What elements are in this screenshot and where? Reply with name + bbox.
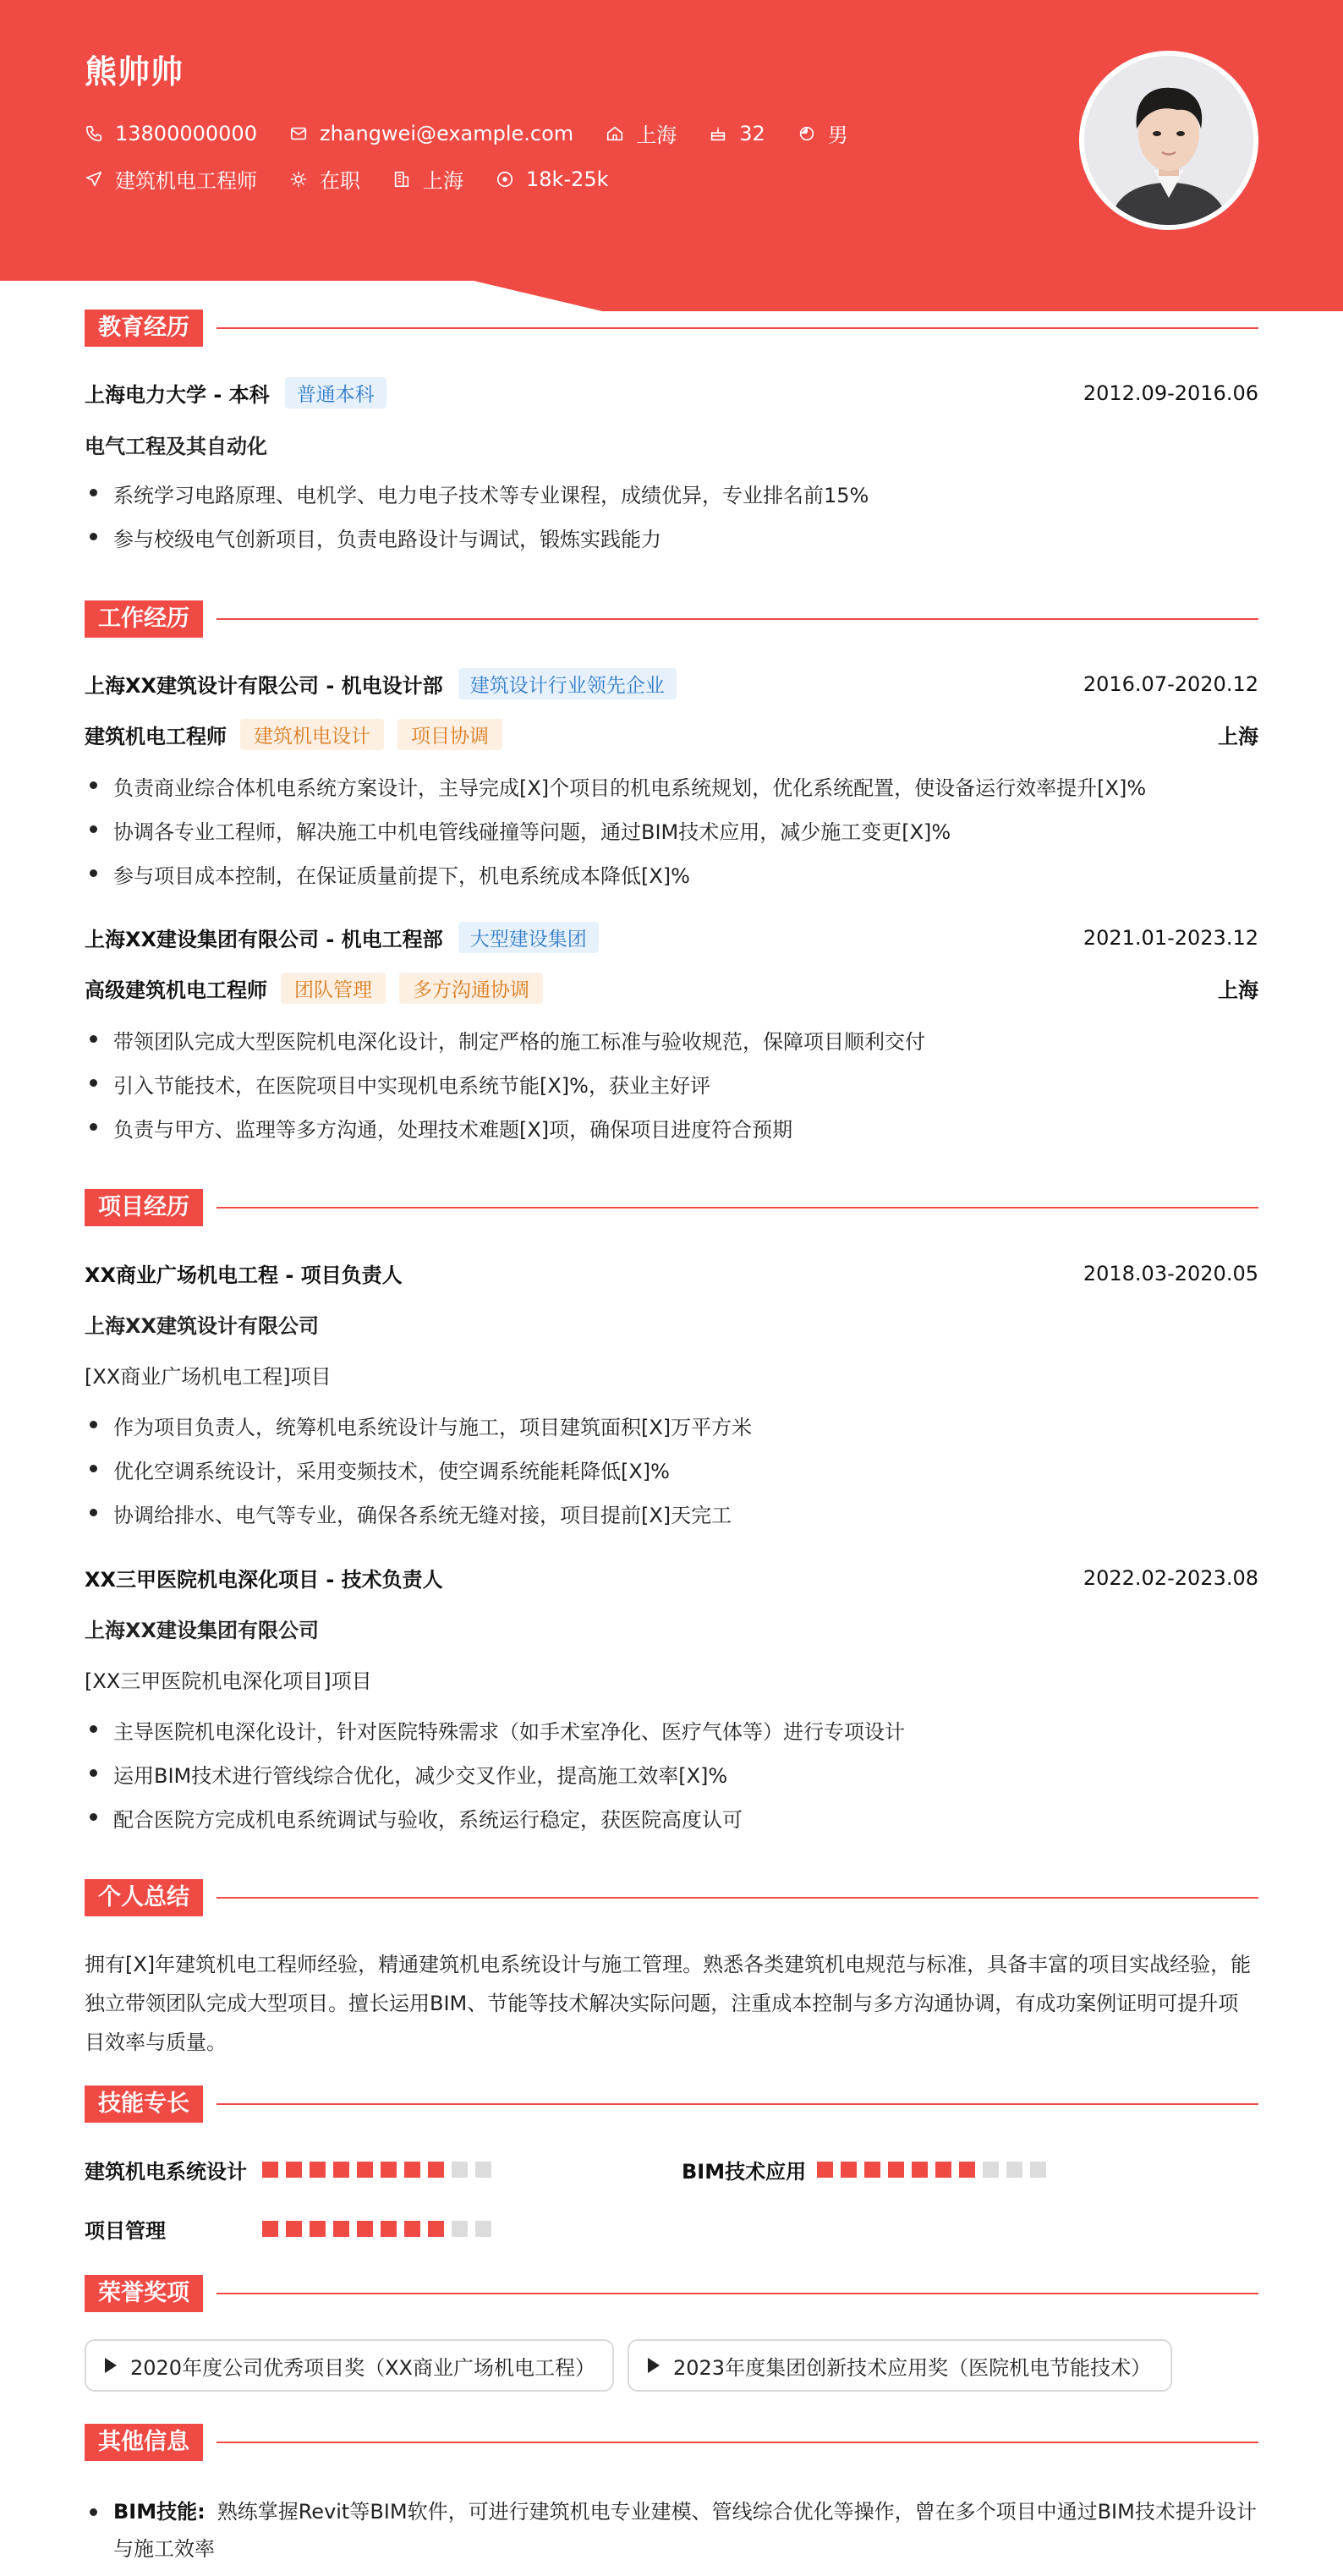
section-label: 技能专长 [85, 2085, 203, 2123]
hometown-value: 上海 [636, 123, 677, 147]
salary-item [496, 167, 609, 191]
company-name: 上海XX建设集团有限公司 - 机电工程部 [85, 928, 443, 951]
skill-level-filled [333, 2221, 349, 2237]
skill-level-filled [286, 2162, 302, 2178]
section-divider [217, 327, 1258, 329]
work-date: 2021.01-2023.12 [1083, 925, 1258, 950]
role-tag: 多方沟通协调 [399, 973, 543, 1004]
city-value: 上海 [423, 169, 463, 193]
skill-level-bar [262, 2162, 499, 2178]
city-item [392, 164, 463, 194]
job-role: 高级建筑机电工程师 [85, 978, 267, 1002]
list-item: 负责与甲方、监理等多方沟通，处理技术难题[X]项，确保项目进度符合预期 [85, 1113, 1258, 1143]
project-header [85, 1563, 1258, 1592]
skill-level-empty [452, 2221, 468, 2237]
skill-level-filled [381, 2221, 397, 2237]
section-label: 荣誉奖项 [85, 2275, 203, 2312]
skill-level-empty [475, 2162, 491, 2178]
project-date: 2022.02-2023.08 [1083, 1565, 1258, 1590]
phone-icon [85, 124, 103, 143]
award-text: 2020年度公司优秀项目奖（XX商业广场机电工程） [130, 2355, 595, 2380]
home-icon [606, 124, 624, 143]
skill-level-filled [404, 2221, 420, 2237]
position-item [85, 164, 257, 194]
skill-level-filled [262, 2162, 278, 2178]
skill-level-filled [310, 2221, 326, 2237]
school-name: 上海电力大学 - 本科 [85, 383, 270, 407]
hometown-item [606, 118, 677, 148]
list-item: 引入节能技术，在医院项目中实现机电系统节能[X]%，获业主好评 [85, 1069, 1258, 1099]
list-item: 作为项目负责人，统筹机电系统设计与施工，项目建筑面积[X]万平方米 [85, 1411, 1258, 1440]
skill-level-empty [983, 2162, 999, 2178]
project-header [85, 1258, 1258, 1288]
phone-value: 13800000000 [115, 121, 257, 145]
status-value: 在职 [320, 169, 360, 193]
section-project [85, 1189, 1258, 1226]
send-icon [85, 170, 103, 189]
skill-level-empty [1006, 2162, 1022, 2178]
skill-level-bar [817, 2162, 1054, 2178]
skill-item [85, 2214, 499, 2244]
skill-level-empty [475, 2221, 491, 2237]
role-tag: 建筑机电设计 [240, 719, 384, 750]
section-divider [217, 618, 1258, 620]
education-header [85, 377, 1258, 408]
section-label: 工作经历 [85, 600, 203, 638]
company-tag: 建筑设计行业领先企业 [458, 668, 677, 699]
cake-icon [709, 124, 727, 143]
list-item: 带领团队完成大型医院机电深化设计，制定严格的施工标准与验收规范，保障项目顺利交付 [85, 1025, 1258, 1055]
project-company: 上海XX建筑设计有限公司 [85, 1314, 320, 1338]
project-title: XX三甲医院机电深化项目 - 技术负责人 [85, 1568, 443, 1592]
skill-level-filled [912, 2162, 928, 2178]
skill-name: 项目管理 [85, 2219, 166, 2243]
role-tag: 团队管理 [281, 973, 386, 1004]
skill-name: 建筑机电系统设计 [85, 2160, 247, 2184]
project-name: [XX三甲医院机电深化项目]项目 [85, 1669, 372, 1693]
section-skills [85, 2085, 1258, 2123]
list-item: 参与校级电气创新项目，负责电路设计与调试，锻炼实践能力 [85, 523, 1258, 552]
job-intent-row [85, 164, 641, 194]
work-role-row [85, 719, 1258, 750]
list-item: 系统学习电路原理、电机学、电力电子技术等专业课程，成绩优异，专业排名前15% [85, 479, 1258, 508]
work-header [85, 922, 1258, 953]
gender-icon [798, 124, 816, 143]
skill-level-filled [333, 2162, 349, 2178]
award-text: 2023年度集团创新技术应用奖（医院机电节能技术） [673, 2355, 1152, 2380]
triangle-icon [648, 2358, 660, 2373]
section-divider [217, 2103, 1258, 2105]
section-label: 其他信息 [85, 2424, 203, 2461]
skill-level-filled [357, 2221, 373, 2237]
award-item [85, 2339, 614, 2392]
skill-level-bar [262, 2221, 499, 2237]
skill-level-filled [357, 2162, 373, 2178]
resume-header [0, 0, 1343, 313]
avatar-portrait [1084, 56, 1253, 225]
section-divider [217, 2293, 1258, 2294]
email-value: zhangwei@example.com [319, 121, 574, 145]
skill-level-filled [817, 2162, 833, 2178]
section-label: 教育经历 [85, 310, 203, 347]
project-name: [XX商业广场机电工程]项目 [85, 1365, 332, 1389]
company-tag: 大型建设集团 [458, 922, 599, 953]
email-icon [289, 124, 308, 143]
list-item: 主导医院机电深化设计，针对医院特殊需求（如手术室净化、医疗气体等）进行专项设计 [85, 1715, 1258, 1745]
skill-level-filled [888, 2162, 904, 2178]
work-header [85, 668, 1258, 699]
section-education [85, 310, 1258, 347]
award-item [628, 2339, 1172, 2392]
company-name: 上海XX建筑设计有限公司 - 机电设计部 [85, 674, 443, 698]
project-title: XX商业广场机电工程 - 项目负责人 [85, 1263, 403, 1287]
list-item: 优化空调系统设计，采用变频技术，使空调系统能耗降低[X]% [85, 1455, 1258, 1484]
major: 电气工程及其自动化 [85, 435, 267, 458]
status-item [289, 164, 360, 194]
skill-level-filled [381, 2162, 397, 2178]
email-item [289, 122, 573, 145]
role-tag: 项目协调 [397, 719, 502, 750]
phone-item [85, 122, 257, 145]
contact-row [85, 118, 880, 148]
section-honors [85, 2275, 1258, 2312]
skill-level-filled [959, 2162, 975, 2178]
salary-icon [496, 170, 514, 189]
list-item: 负责商业综合体机电系统方案设计，主导完成[X]个项目的机电系统规划，优化系统配置，使设备运行效率提升[X]% [85, 771, 1258, 801]
skill-level-filled [262, 2221, 278, 2237]
skill-level-filled [404, 2162, 420, 2178]
list-item: 协调各专业工程师，解决施工中机电管线碰撞等问题，通过BIM技术应用，减少施工变更[X]% [85, 815, 1258, 845]
status-icon [289, 170, 308, 189]
skill-name: BIM技术应用 [682, 2160, 807, 2184]
skill-item [682, 2155, 1054, 2184]
work-location: 上海 [1218, 978, 1258, 1002]
section-divider [217, 1207, 1258, 1209]
building-icon [392, 170, 411, 189]
skill-level-filled [286, 2221, 302, 2237]
skill-level-empty [452, 2162, 468, 2178]
salary-value: 18k-25k [526, 167, 609, 191]
work-location: 上海 [1218, 725, 1258, 748]
school-tag: 普通本科 [285, 377, 386, 408]
gender-item [798, 118, 848, 148]
list-item: 运用BIM技术进行管线综合优化，减少交叉作业，提高施工效率[X]% [85, 1759, 1258, 1789]
list-item: 配合医院方完成机电系统调试与验收，系统运行稳定，获医院高度认可 [85, 1803, 1258, 1833]
other-info-label: BIM技能: [113, 2500, 206, 2524]
gender-value: 男 [827, 123, 848, 147]
candidate-name: 熊帅帅 [85, 53, 184, 90]
work-role-row [85, 973, 1258, 1004]
age-item [709, 122, 765, 145]
other-info-item [85, 2493, 1258, 2568]
project-company: 上海XX建设集团有限公司 [85, 1619, 320, 1642]
section-work [85, 600, 1258, 638]
skill-level-filled [428, 2162, 444, 2178]
section-other [85, 2424, 1258, 2461]
work-date: 2016.07-2020.12 [1083, 671, 1258, 696]
age-value: 32 [739, 121, 765, 145]
list-item: 协调给排水、电气等专业，确保各系统无缝对接，项目提前[X]天完工 [85, 1499, 1258, 1528]
summary-text: 拥有[X]年建筑机电工程师经验，精通建筑机电系统设计与施工管理。熟悉各类建筑机电规范与标准，具备丰富的项目实战经验，能独立带领团队完成大型项目。擅长运用BIM、节能等技术解决实际问题，注重成本控制与多方沟通协调，有成功案例证明可提升项目效率与质量。 [85, 1953, 1252, 2054]
avatar [1079, 51, 1258, 230]
skill-level-filled [310, 2162, 326, 2178]
section-divider [217, 2442, 1258, 2443]
section-summary [85, 1879, 1258, 1916]
project-date: 2018.03-2020.05 [1083, 1261, 1258, 1285]
skill-level-filled [428, 2221, 444, 2237]
skill-level-filled [841, 2162, 857, 2178]
section-divider [217, 1897, 1258, 1899]
job-role: 建筑机电工程师 [85, 725, 227, 748]
section-label: 个人总结 [85, 1879, 203, 1916]
education-date: 2012.09-2016.06 [1083, 381, 1258, 405]
skill-level-filled [935, 2162, 951, 2178]
list-item: 参与项目成本控制，在保证质量前提下，机电系统成本降低[X]% [85, 859, 1258, 889]
other-info-text: 熟练掌握Revit等BIM软件，可进行建筑机电专业建模、管线综合优化等操作，曾在多个项目中通过BIM技术提升设计与施工效率 [113, 2500, 1257, 2561]
section-label: 项目经历 [85, 1189, 203, 1226]
skill-level-empty [1030, 2162, 1046, 2178]
triangle-icon [105, 2358, 117, 2373]
skill-item [85, 2155, 499, 2184]
skill-level-filled [864, 2162, 880, 2178]
position-value: 建筑机电工程师 [115, 169, 257, 193]
